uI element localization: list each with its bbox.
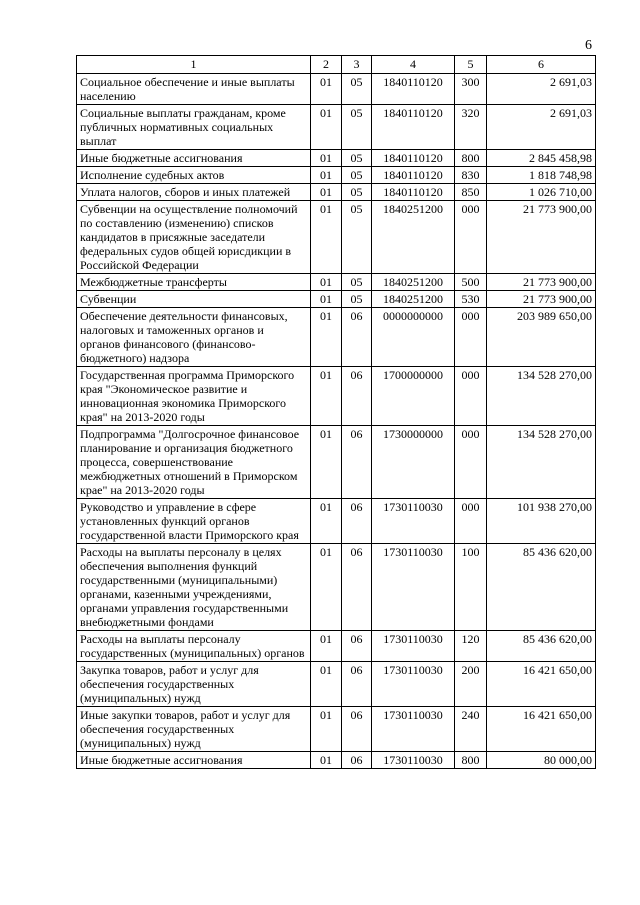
target-code-cell: 1840251200	[372, 291, 455, 308]
subsection-code-cell: 06	[342, 662, 372, 707]
table-row	[77, 291, 596, 308]
amount-cell: 1 026 710,00	[487, 184, 596, 201]
table-row	[77, 367, 596, 426]
amount-cell: 101 938 270,00	[487, 499, 596, 544]
subsection-code-cell: 05	[342, 167, 372, 184]
target-code-cell: 1840110120	[372, 105, 455, 150]
subsection-code-cell: 06	[342, 752, 372, 769]
table-row	[77, 426, 596, 499]
row-name-cell: Обеспечение деятельности финансовых, налоговых и таможенных органов и органов финансового (финансово-бюджетного) надзора	[77, 308, 311, 367]
expense-type-cell: 000	[455, 367, 487, 426]
expense-type-cell: 120	[455, 631, 487, 662]
amount-cell: 134 528 270,00	[487, 367, 596, 426]
section-code-cell: 01	[311, 105, 342, 150]
table-row	[77, 308, 596, 367]
expense-type-cell: 500	[455, 274, 487, 291]
section-code-cell: 01	[311, 662, 342, 707]
table-row	[77, 544, 596, 631]
expense-type-cell: 800	[455, 150, 487, 167]
row-name-cell: Иные бюджетные ассигнования	[77, 150, 311, 167]
row-name-cell: Расходы на выплаты персоналу государственных (муниципальных) органов	[77, 631, 311, 662]
row-name-cell: Государственная программа Приморского края "Экономическое развитие и инновационная экономика Приморского края" на 2013-2020 годы	[77, 367, 311, 426]
expense-type-cell: 000	[455, 426, 487, 499]
subsection-code-cell: 06	[342, 426, 372, 499]
subsection-code-cell: 06	[342, 308, 372, 367]
section-code-cell: 01	[311, 184, 342, 201]
expense-type-cell: 100	[455, 544, 487, 631]
table-row	[77, 74, 596, 105]
row-name-cell: Субвенции на осуществление полномочий по составлению (изменению) списков кандидатов в присяжные заседатели федеральных судов общей юрисдикции в Российской Федерации	[77, 201, 311, 274]
section-code-cell: 01	[311, 150, 342, 167]
amount-cell: 16 421 650,00	[487, 707, 596, 752]
column-header: 1	[77, 56, 311, 74]
section-code-cell: 01	[311, 308, 342, 367]
table-row	[77, 201, 596, 274]
amount-cell: 203 989 650,00	[487, 308, 596, 367]
row-name-cell: Социальные выплаты гражданам, кроме публичных нормативных социальных выплат	[77, 105, 311, 150]
amount-cell: 21 773 900,00	[487, 291, 596, 308]
section-code-cell: 01	[311, 74, 342, 105]
row-name-cell: Руководство и управление в сфере установленных функций органов государственной власти Приморского края	[77, 499, 311, 544]
target-code-cell: 1700000000	[372, 367, 455, 426]
target-code-cell: 1840110120	[372, 167, 455, 184]
amount-cell: 16 421 650,00	[487, 662, 596, 707]
target-code-cell: 1730000000	[372, 426, 455, 499]
subsection-code-cell: 05	[342, 201, 372, 274]
target-code-cell: 1730110030	[372, 707, 455, 752]
target-code-cell: 0000000000	[372, 308, 455, 367]
subsection-code-cell: 05	[342, 291, 372, 308]
table-row	[77, 662, 596, 707]
table-row	[77, 499, 596, 544]
row-name-cell: Социальное обеспечение и иные выплаты населению	[77, 74, 311, 105]
target-code-cell: 1730110030	[372, 631, 455, 662]
amount-cell: 2 845 458,98	[487, 150, 596, 167]
subsection-code-cell: 05	[342, 274, 372, 291]
table-row	[77, 184, 596, 201]
subsection-code-cell: 06	[342, 499, 372, 544]
amount-cell: 21 773 900,00	[487, 201, 596, 274]
row-name-cell: Исполнение судебных актов	[77, 167, 311, 184]
section-code-cell: 01	[311, 291, 342, 308]
row-name-cell: Уплата налогов, сборов и иных платежей	[77, 184, 311, 201]
subsection-code-cell: 06	[342, 367, 372, 426]
subsection-code-cell: 05	[342, 74, 372, 105]
section-code-cell: 01	[311, 752, 342, 769]
row-name-cell: Закупка товаров, работ и услуг для обеспечения государственных (муниципальных) нужд	[77, 662, 311, 707]
target-code-cell: 1730110030	[372, 752, 455, 769]
table-row	[77, 167, 596, 184]
target-code-cell: 1730110030	[372, 544, 455, 631]
table-row	[77, 707, 596, 752]
section-code-cell: 01	[311, 707, 342, 752]
amount-cell: 134 528 270,00	[487, 426, 596, 499]
page-number: 6	[585, 38, 592, 53]
expense-type-cell: 000	[455, 499, 487, 544]
table-row	[77, 105, 596, 150]
target-code-cell: 1840251200	[372, 274, 455, 291]
row-name-cell: Иные закупки товаров, работ и услуг для обеспечения государственных (муниципальных) нужд	[77, 707, 311, 752]
table-header-row	[77, 56, 596, 74]
expense-type-cell: 240	[455, 707, 487, 752]
expense-type-cell: 000	[455, 201, 487, 274]
table-row	[77, 752, 596, 769]
expense-type-cell: 530	[455, 291, 487, 308]
amount-cell: 21 773 900,00	[487, 274, 596, 291]
target-code-cell: 1730110030	[372, 662, 455, 707]
section-code-cell: 01	[311, 426, 342, 499]
subsection-code-cell: 05	[342, 105, 372, 150]
amount-cell: 2 691,03	[487, 74, 596, 105]
row-name-cell: Иные бюджетные ассигнования	[77, 752, 311, 769]
row-name-cell: Подпрограмма "Долгосрочное финансовое планирование и организация бюджетного процесса, совершенствование межбюджетных отношений в Приморском крае" на 2013-2020 годы	[77, 426, 311, 499]
subsection-code-cell: 05	[342, 184, 372, 201]
column-header: 5	[455, 56, 487, 74]
budget-table	[76, 55, 596, 769]
amount-cell: 85 436 620,00	[487, 631, 596, 662]
expense-type-cell: 200	[455, 662, 487, 707]
expense-type-cell: 000	[455, 308, 487, 367]
table-row	[77, 274, 596, 291]
amount-cell: 85 436 620,00	[487, 544, 596, 631]
column-header: 4	[372, 56, 455, 74]
target-code-cell: 1840110120	[372, 184, 455, 201]
column-header: 3	[342, 56, 372, 74]
section-code-cell: 01	[311, 201, 342, 274]
row-name-cell: Межбюджетные трансферты	[77, 274, 311, 291]
target-code-cell: 1840110120	[372, 74, 455, 105]
subsection-code-cell: 05	[342, 150, 372, 167]
subsection-code-cell: 06	[342, 544, 372, 631]
expense-type-cell: 300	[455, 74, 487, 105]
amount-cell: 1 818 748,98	[487, 167, 596, 184]
section-code-cell: 01	[311, 544, 342, 631]
column-header: 6	[487, 56, 596, 74]
expense-type-cell: 800	[455, 752, 487, 769]
section-code-cell: 01	[311, 499, 342, 544]
target-code-cell: 1840251200	[372, 201, 455, 274]
target-code-cell: 1840110120	[372, 150, 455, 167]
section-code-cell: 01	[311, 631, 342, 662]
table-row	[77, 150, 596, 167]
row-name-cell: Субвенции	[77, 291, 311, 308]
row-name-cell: Расходы на выплаты персоналу в целях обеспечения выполнения функций государственными (муниципальными) органами, казенными учреждениями, органами управления государственными внебюджетными фондами	[77, 544, 311, 631]
column-header: 2	[311, 56, 342, 74]
expense-type-cell: 830	[455, 167, 487, 184]
expense-type-cell: 320	[455, 105, 487, 150]
section-code-cell: 01	[311, 167, 342, 184]
amount-cell: 2 691,03	[487, 105, 596, 150]
table-body	[77, 74, 596, 769]
subsection-code-cell: 06	[342, 707, 372, 752]
section-code-cell: 01	[311, 367, 342, 426]
subsection-code-cell: 06	[342, 631, 372, 662]
section-code-cell: 01	[311, 274, 342, 291]
expense-type-cell: 850	[455, 184, 487, 201]
target-code-cell: 1730110030	[372, 499, 455, 544]
table-row	[77, 631, 596, 662]
amount-cell: 80 000,00	[487, 752, 596, 769]
